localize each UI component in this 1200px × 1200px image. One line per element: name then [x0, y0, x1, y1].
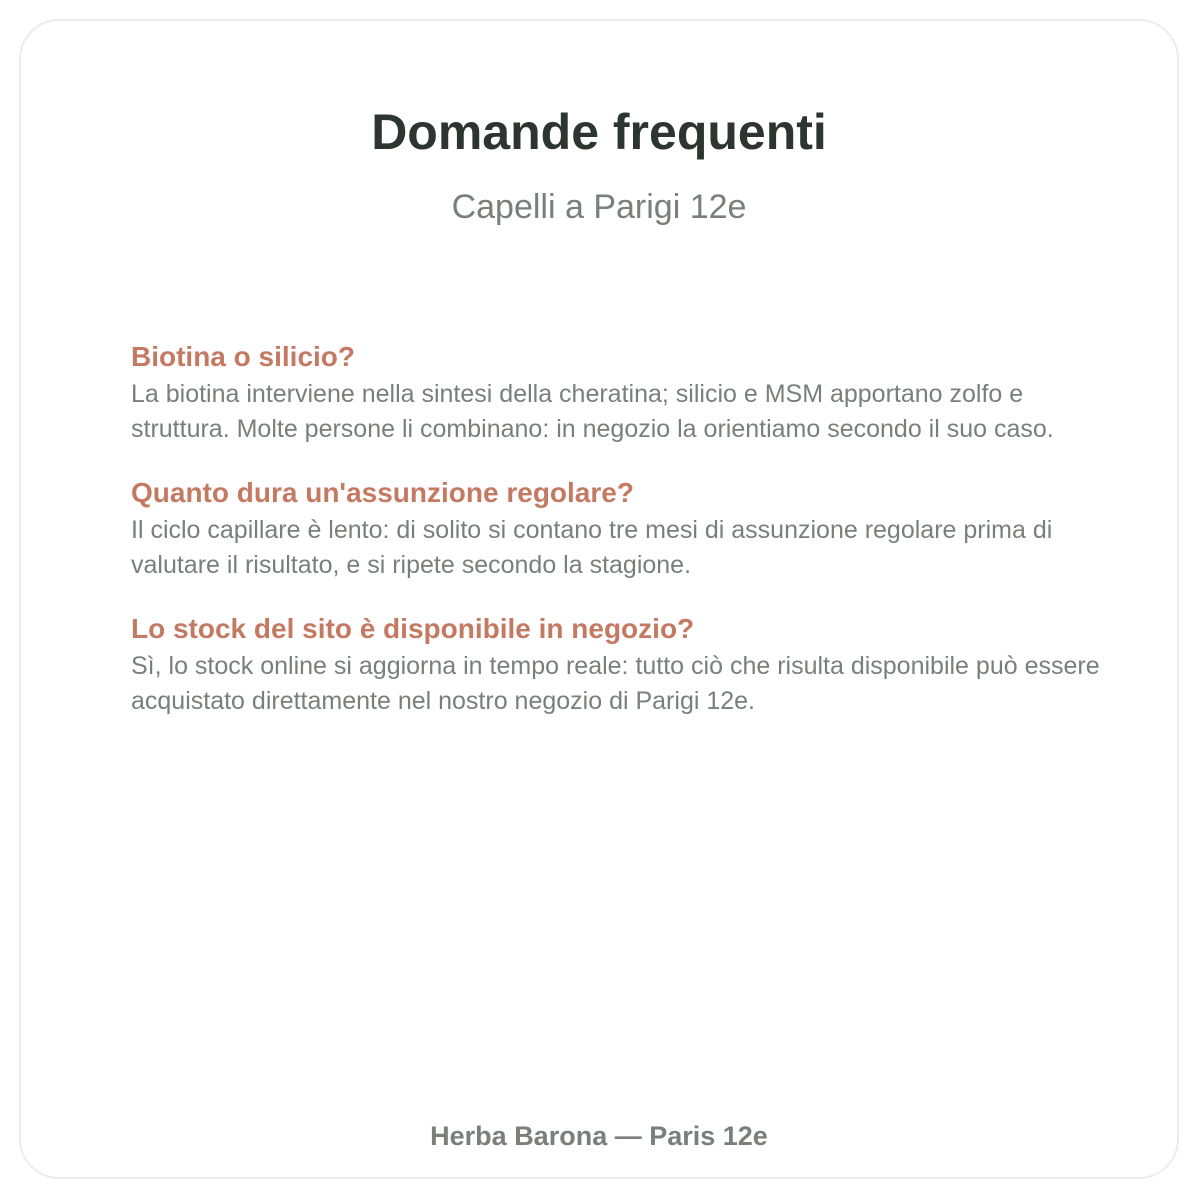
faq-item [131, 475, 1121, 583]
faq-item [131, 611, 1121, 719]
footer-brand: Herba Barona — Paris 12e [430, 1121, 768, 1151]
faq-answer: Il ciclo capillare è lento: di solito si contano tre mesi di assunzione regolare prima di valutare il risultato, e si ripete secondo la stagione. [131, 516, 1053, 579]
faq-question: Biotina o silicio? [131, 341, 356, 372]
page-title: Domande frequenti [371, 104, 827, 160]
faq-card [19, 19, 1179, 1179]
faq-question: Lo stock del sito è disponibile in negozio? [131, 613, 695, 644]
faq-question: Quanto dura un'assunzione regolare? [131, 477, 634, 508]
faq-answer: La biotina interviene nella sintesi della cheratina; silicio e MSM apportano zolfo e struttura. Molte persone li combinano: in negozio la orientiamo secondo il suo caso. [131, 380, 1054, 443]
faq-list [131, 339, 1121, 747]
page-subtitle: Capelli a Parigi 12e [451, 188, 747, 226]
faq-item [131, 339, 1121, 447]
faq-answer: Sì, lo stock online si aggiorna in tempo reale: tutto ciò che risulta disponibile può essere acquistato direttamente nel nostro negozio di Parigi 12e. [131, 652, 1100, 715]
